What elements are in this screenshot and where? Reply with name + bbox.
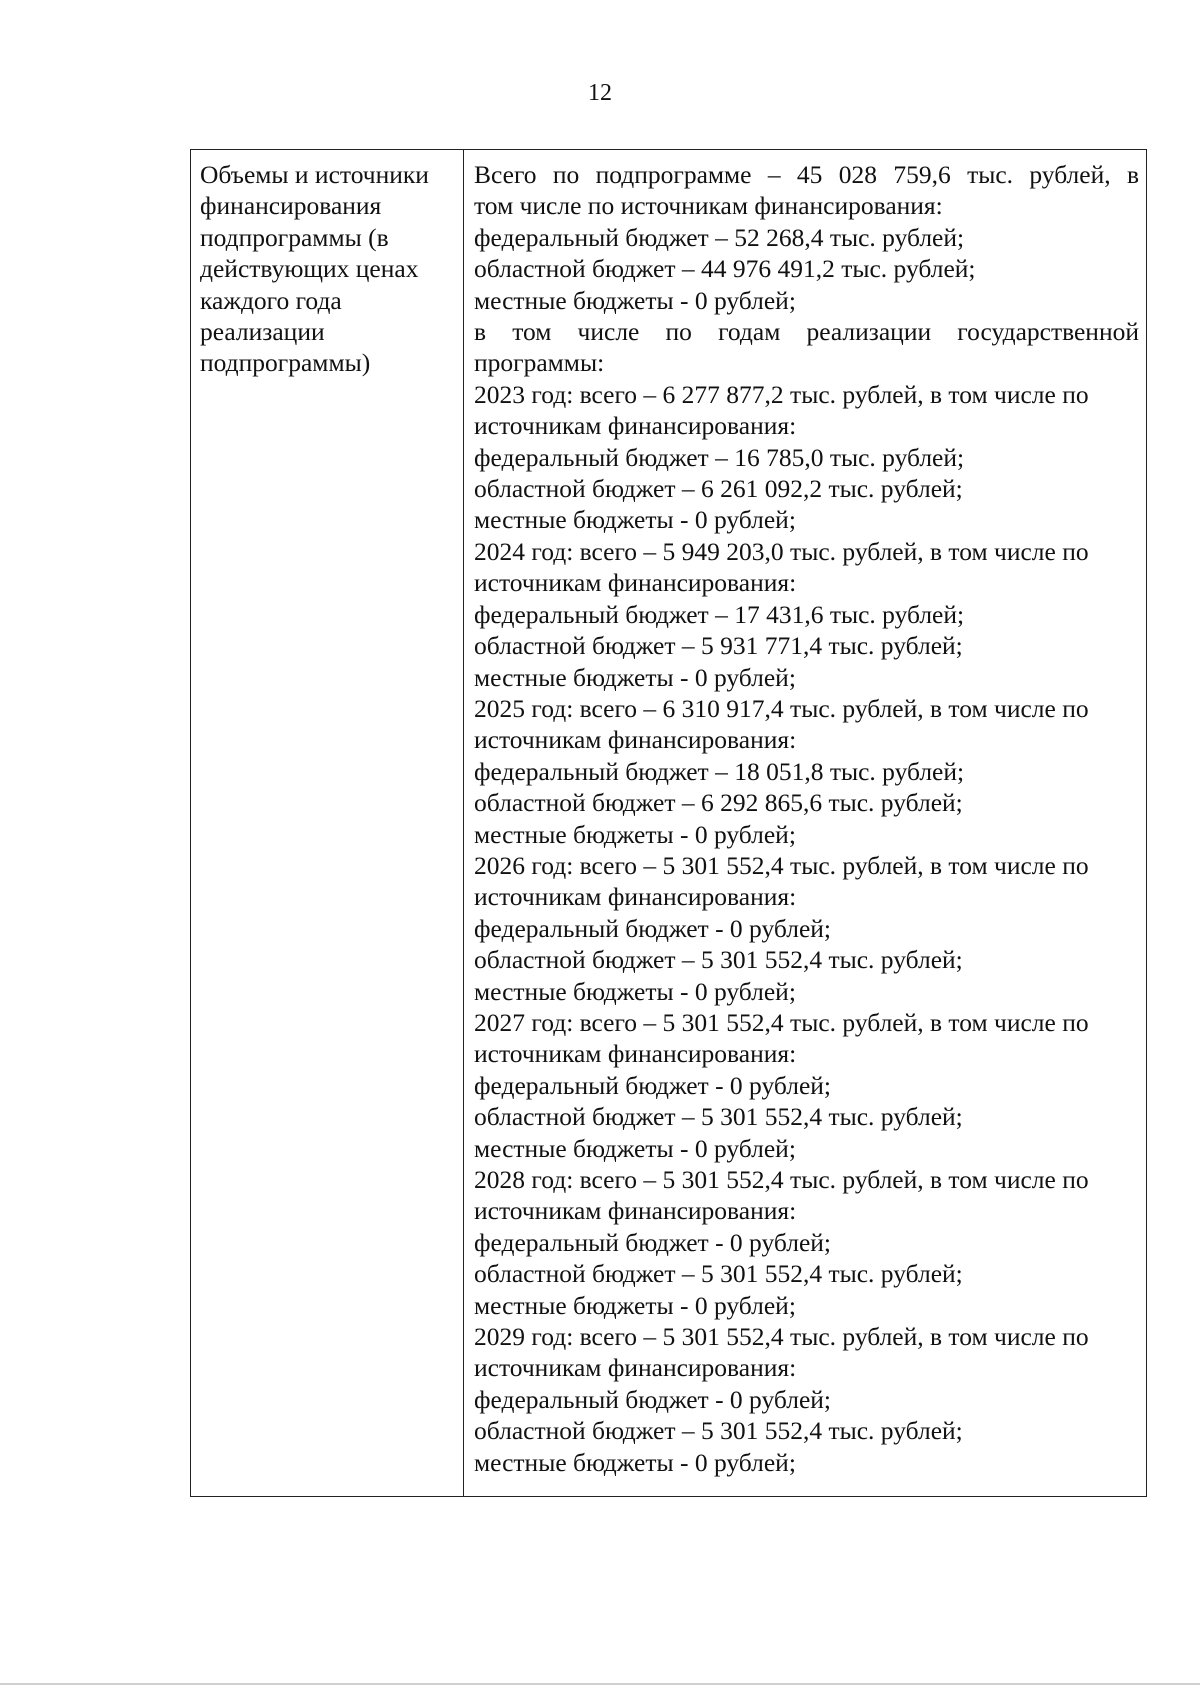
value-line: местные бюджеты - 0 рублей; <box>474 662 796 692</box>
value-line: источникам финансирования: <box>474 1039 797 1069</box>
value-line: 2026 год: всего – 5 301 552,4 тыс. рублей, в том числе по <box>474 850 1089 880</box>
value-line: областной бюджет – 6 261 092,2 тыс. рублей; <box>474 474 963 504</box>
table-label-cell <box>191 150 464 1496</box>
value-line: местные бюджеты - 0 рублей; <box>474 819 796 849</box>
value-line: 2023 год: всего – 6 277 877,2 тыс. рублей, в том числе по <box>474 379 1089 409</box>
label-line: подпрограммы) <box>200 348 371 378</box>
value-line: областной бюджет – 5 301 552,4 тыс. рублей; <box>474 945 963 975</box>
value-line: 2028 год: всего – 5 301 552,4 тыс. рублей, в том числе по <box>474 1165 1089 1194</box>
value-line: местные бюджеты - 0 рублей; <box>474 285 796 315</box>
value-line: источникам финансирования: <box>474 882 797 912</box>
label-line: каждого года <box>200 285 342 315</box>
value-line: местные бюджеты - 0 рублей; <box>474 1447 796 1477</box>
value-line: источникам финансирования: <box>474 411 797 441</box>
value-line: областной бюджет – 44 976 491,2 тыс. рублей; <box>474 254 976 284</box>
value-line: областной бюджет – 6 292 865,6 тыс. рублей; <box>474 788 963 818</box>
value-line: в том числе по годам реализации государственной <box>474 317 1139 347</box>
value-line: 2029 год: всего – 5 301 552,4 тыс. рублей, в том числе по <box>474 1322 1089 1352</box>
value-line: федеральный бюджет – 18 051,8 тыс. рублей; <box>474 756 965 786</box>
label-line: Объемы и источники <box>200 160 429 189</box>
value-line: областной бюджет – 5 931 771,4 тыс. рублей; <box>474 631 963 661</box>
value-line: федеральный бюджет - 0 рублей; <box>474 1070 831 1100</box>
value-line: федеральный бюджет – 16 785,0 тыс. рублей; <box>474 442 965 472</box>
value-line: федеральный бюджет - 0 рублей; <box>474 1384 831 1414</box>
scan-edge-line <box>0 1683 1200 1685</box>
value-line: областной бюджет – 5 301 552,4 тыс. рублей; <box>474 1416 963 1446</box>
value-line: местные бюджеты - 0 рублей; <box>474 976 796 1006</box>
value-line: местные бюджеты - 0 рублей; <box>474 505 796 535</box>
value-line: 2025 год: всего – 6 310 917,4 тыс. рублей, в том числе по <box>474 693 1089 723</box>
value-line: федеральный бюджет - 0 рублей; <box>474 913 831 943</box>
financing-table <box>190 149 1147 1497</box>
value-line: источникам финансирования: <box>474 568 797 598</box>
value-line: местные бюджеты - 0 рублей; <box>474 1290 796 1320</box>
value-line: том числе по источникам финансирования: <box>474 191 943 221</box>
value-line: местные бюджеты - 0 рублей; <box>474 1133 796 1163</box>
table-value-cell <box>464 150 1146 1496</box>
value-line: 2024 год: всего – 5 949 203,0 тыс. рублей, в том числе по <box>474 536 1089 566</box>
value-line: областной бюджет – 5 301 552,4 тыс. рублей; <box>474 1259 963 1289</box>
label-line: реализации <box>200 317 325 347</box>
value-line: 2027 год: всего – 5 301 552,4 тыс. рублей, в том числе по <box>474 1007 1089 1037</box>
value-line: федеральный бюджет - 0 рублей; <box>474 1227 831 1257</box>
label-line: действующих ценах <box>200 254 419 284</box>
value-line: источникам финансирования: <box>474 725 797 755</box>
label-line: подпрограммы (в <box>200 222 389 252</box>
label-line: финансирования <box>200 191 382 221</box>
page-number: 12 <box>588 80 612 106</box>
value-line: источникам финансирования: <box>474 1353 797 1383</box>
value-line: программы: <box>474 348 605 378</box>
value-line: областной бюджет – 5 301 552,4 тыс. рублей; <box>474 1102 963 1132</box>
value-line: федеральный бюджет – 52 268,4 тыс. рублей; <box>474 222 965 252</box>
value-line: федеральный бюджет – 17 431,6 тыс. рублей; <box>474 599 965 629</box>
value-line: источникам финансирования: <box>474 1196 797 1226</box>
value-line: Всего по подпрограмме – 45 028 759,6 тыс. рублей, в <box>474 160 1139 189</box>
